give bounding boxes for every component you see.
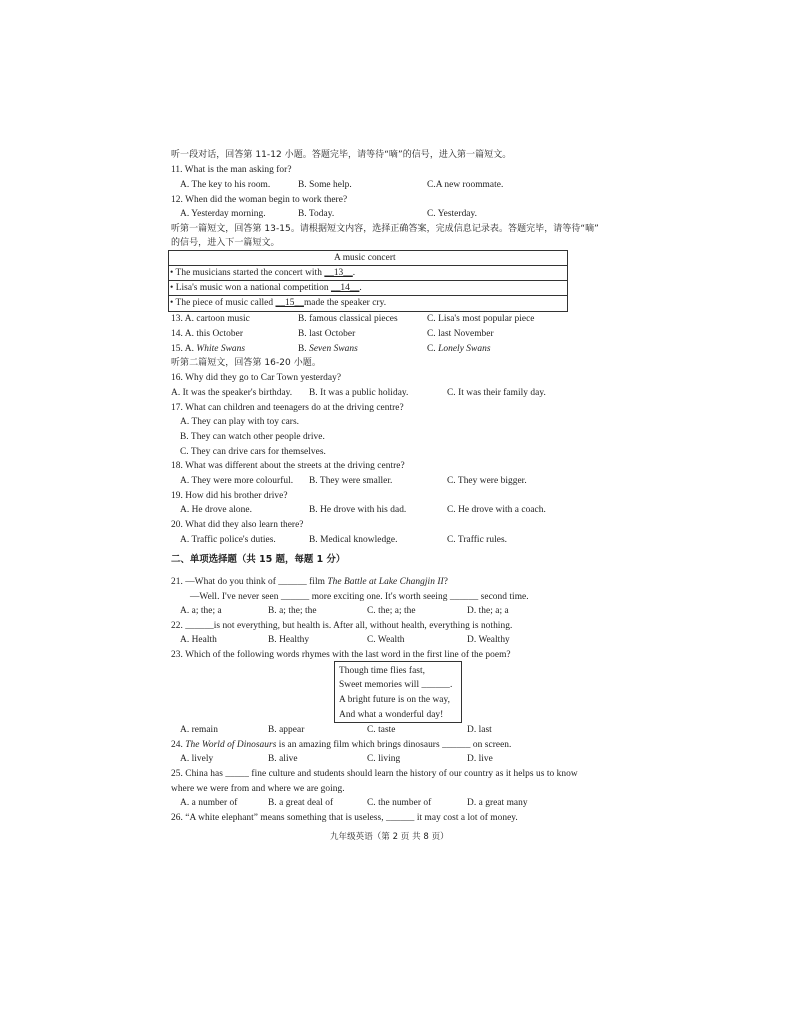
poem-line-3: A bright future is on the way,: [339, 695, 451, 705]
question-17-stem: 17. What can children and teenagers do at the driving centre?: [171, 403, 404, 413]
question-14-option-b: B. last October: [298, 329, 356, 339]
listening-instruction-2: 听第一篇短文，回答第 13-15。请根据短文内容，选择正确答案，完成信息记录表。答题完毕，请等待“嘀”: [171, 224, 599, 234]
table-row-14: • Lisa's music won a national competition __14__.: [170, 283, 362, 293]
question-25-option-c: C. the number of: [367, 798, 432, 808]
question-21-option-d: D. the; a; a: [467, 606, 509, 616]
question-20-option-c: C. Traffic rules.: [447, 535, 508, 545]
question-16-option-b: B. It was a public holiday.: [309, 388, 409, 398]
blank-14: __14__: [330, 283, 360, 293]
question-16-option-c: C. It was their family day.: [447, 388, 546, 398]
question-23-option-a: A. remain: [180, 725, 218, 735]
question-15-option-a: 15. A. White Swans: [171, 344, 246, 354]
question-23-option-c: C. taste: [367, 725, 396, 735]
question-24-option-c: C. living: [367, 754, 401, 764]
blank: ______: [185, 621, 214, 631]
listening-instruction-3: 听第二篇短文，回答第 16-20 小题。: [171, 358, 321, 368]
table-row-15: • The piece of music called __15__made the speaker cry.: [170, 298, 387, 308]
question-25-line-1: 25. China has _____ fine culture and students should learn the history of our country as it helps us to know: [171, 769, 578, 779]
question-25-line-2: where we were from and where we are going.: [171, 784, 345, 794]
question-20-option-a: A. Traffic police's duties.: [180, 535, 276, 545]
listening-instruction-1: 听一段对话，回答第 11-12 小题。答题完毕，请等待“嘀”的信号，进入第一篇短文。: [171, 150, 512, 160]
page-footer: 九年级英语（第 2 页 共 8 页）: [330, 832, 449, 842]
question-11-option-a: A. The key to his room.: [180, 180, 271, 190]
question-13-option-a: 13. A. cartoon music: [171, 314, 250, 324]
question-12-stem: 12. When did the woman begin to work there?: [171, 195, 348, 205]
question-21-option-a: A. a; the; a: [180, 606, 222, 616]
question-20-stem: 20. What did they also learn there?: [171, 520, 304, 530]
question-24-stem: 24. The World of Dinosaurs is an amazing film which brings dinosaurs ______ on screen.: [171, 740, 512, 750]
blank: _____: [225, 769, 250, 779]
question-25-option-d: D. a great many: [467, 798, 528, 808]
question-19-option-b: B. He drove with his dad.: [309, 505, 407, 515]
question-14-option-a: 14. A. this October: [171, 329, 244, 339]
blank: ______: [386, 813, 415, 823]
question-18-option-c: C. They were bigger.: [447, 476, 527, 486]
question-11-option-c: C.A new roommate.: [427, 180, 504, 190]
question-17-option-b: B. They can watch other people drive.: [180, 432, 325, 442]
question-22-option-a: A. Health: [180, 635, 217, 645]
poem-line-1: Though time flies fast,: [339, 666, 426, 676]
question-24-option-d: D. live: [467, 754, 493, 764]
blank: ______: [278, 577, 307, 587]
question-23-option-d: D. last: [467, 725, 492, 735]
question-14-option-c: C. last November: [427, 329, 494, 339]
question-19-stem: 19. How did his brother drive?: [171, 491, 288, 501]
question-18-option-b: B. They were smaller.: [309, 476, 393, 486]
question-16-option-a: A. It was the speaker's birthday.: [171, 388, 293, 398]
question-12-option-c: C. Yesterday.: [427, 209, 478, 219]
blank: ______: [442, 740, 471, 750]
table-divider: [168, 295, 568, 296]
question-18-stem: 18. What was different about the streets at the driving centre?: [171, 461, 405, 471]
question-19-option-a: A. He drove alone.: [180, 505, 252, 515]
question-12-option-b: B. Today.: [298, 209, 335, 219]
question-26-stem: 26. “A white elephant” means something that is useless, ______ it may cost a lot of money.: [171, 813, 518, 823]
question-23-option-b: B. appear: [268, 725, 305, 735]
question-21-option-c: C. the; a; the: [367, 606, 416, 616]
question-19-option-c: C. He drove with a coach.: [447, 505, 546, 515]
question-22-option-b: B. Healthy: [268, 635, 310, 645]
table-divider: [168, 280, 568, 281]
question-20-option-b: B. Medical knowledge.: [309, 535, 398, 545]
question-13-option-b: B. famous classical pieces: [298, 314, 398, 324]
blank-15: __15__: [275, 298, 304, 308]
question-21-option-b: B. a; the; the: [268, 606, 317, 616]
question-25-option-a: A. a number of: [180, 798, 238, 808]
question-12-option-a: A. Yesterday morning.: [180, 209, 266, 219]
question-22-stem: 22. ______is not everything, but health is. After all, without health, everything is nothing.: [171, 621, 513, 631]
table-title: A music concert: [334, 253, 396, 263]
listening-instruction-2-continued: 的信号，进入下一篇短文。: [171, 238, 280, 248]
question-18-option-a: A. They were more colourful.: [180, 476, 294, 486]
question-15-option-c: C. Lonely Swans: [427, 344, 491, 354]
blank: ______: [421, 680, 450, 690]
blank: ______: [280, 592, 310, 602]
poem-line-4: And what a wonderful day!: [339, 710, 444, 720]
question-16-stem: 16. Why did they go to Car Town yesterday?: [171, 373, 342, 383]
question-22-option-c: C. Wealth: [367, 635, 405, 645]
question-13-option-c: C. Lisa's most popular piece: [427, 314, 535, 324]
question-22-option-d: D. Wealthy: [467, 635, 510, 645]
question-21-line-1: 21. —What do you think of ______ film The Battle at Lake Changjin II?: [171, 577, 448, 587]
question-24-option-a: A. lively: [180, 754, 214, 764]
question-23-stem: 23. Which of the following words rhymes with the last word in the first line of the poem?: [171, 650, 511, 660]
blank: ______: [449, 592, 479, 602]
question-15-option-b: B. Seven Swans: [298, 344, 358, 354]
question-24-option-b: B. alive: [268, 754, 298, 764]
question-17-option-c: C. They can drive cars for themselves.: [180, 447, 326, 457]
question-11-stem: 11. What is the man asking for?: [171, 165, 292, 175]
poem-line-2: Sweet memories will ______.: [339, 680, 453, 690]
question-21-line-2: —Well. I've never seen ______ more exciting one. It's worth seeing ______ second time.: [190, 592, 529, 602]
question-11-option-b: B. Some help.: [298, 180, 352, 190]
section-2-heading: 二、单项选择题（共 15 题，每题 1 分）: [171, 554, 346, 565]
table-row-13: • The musicians started the concert with __13__.: [170, 268, 356, 278]
question-25-option-b: B. a great deal of: [268, 798, 334, 808]
question-17-option-a: A. They can play with toy cars.: [180, 417, 300, 427]
table-divider: [168, 265, 568, 266]
blank-13: __13__: [324, 268, 353, 278]
